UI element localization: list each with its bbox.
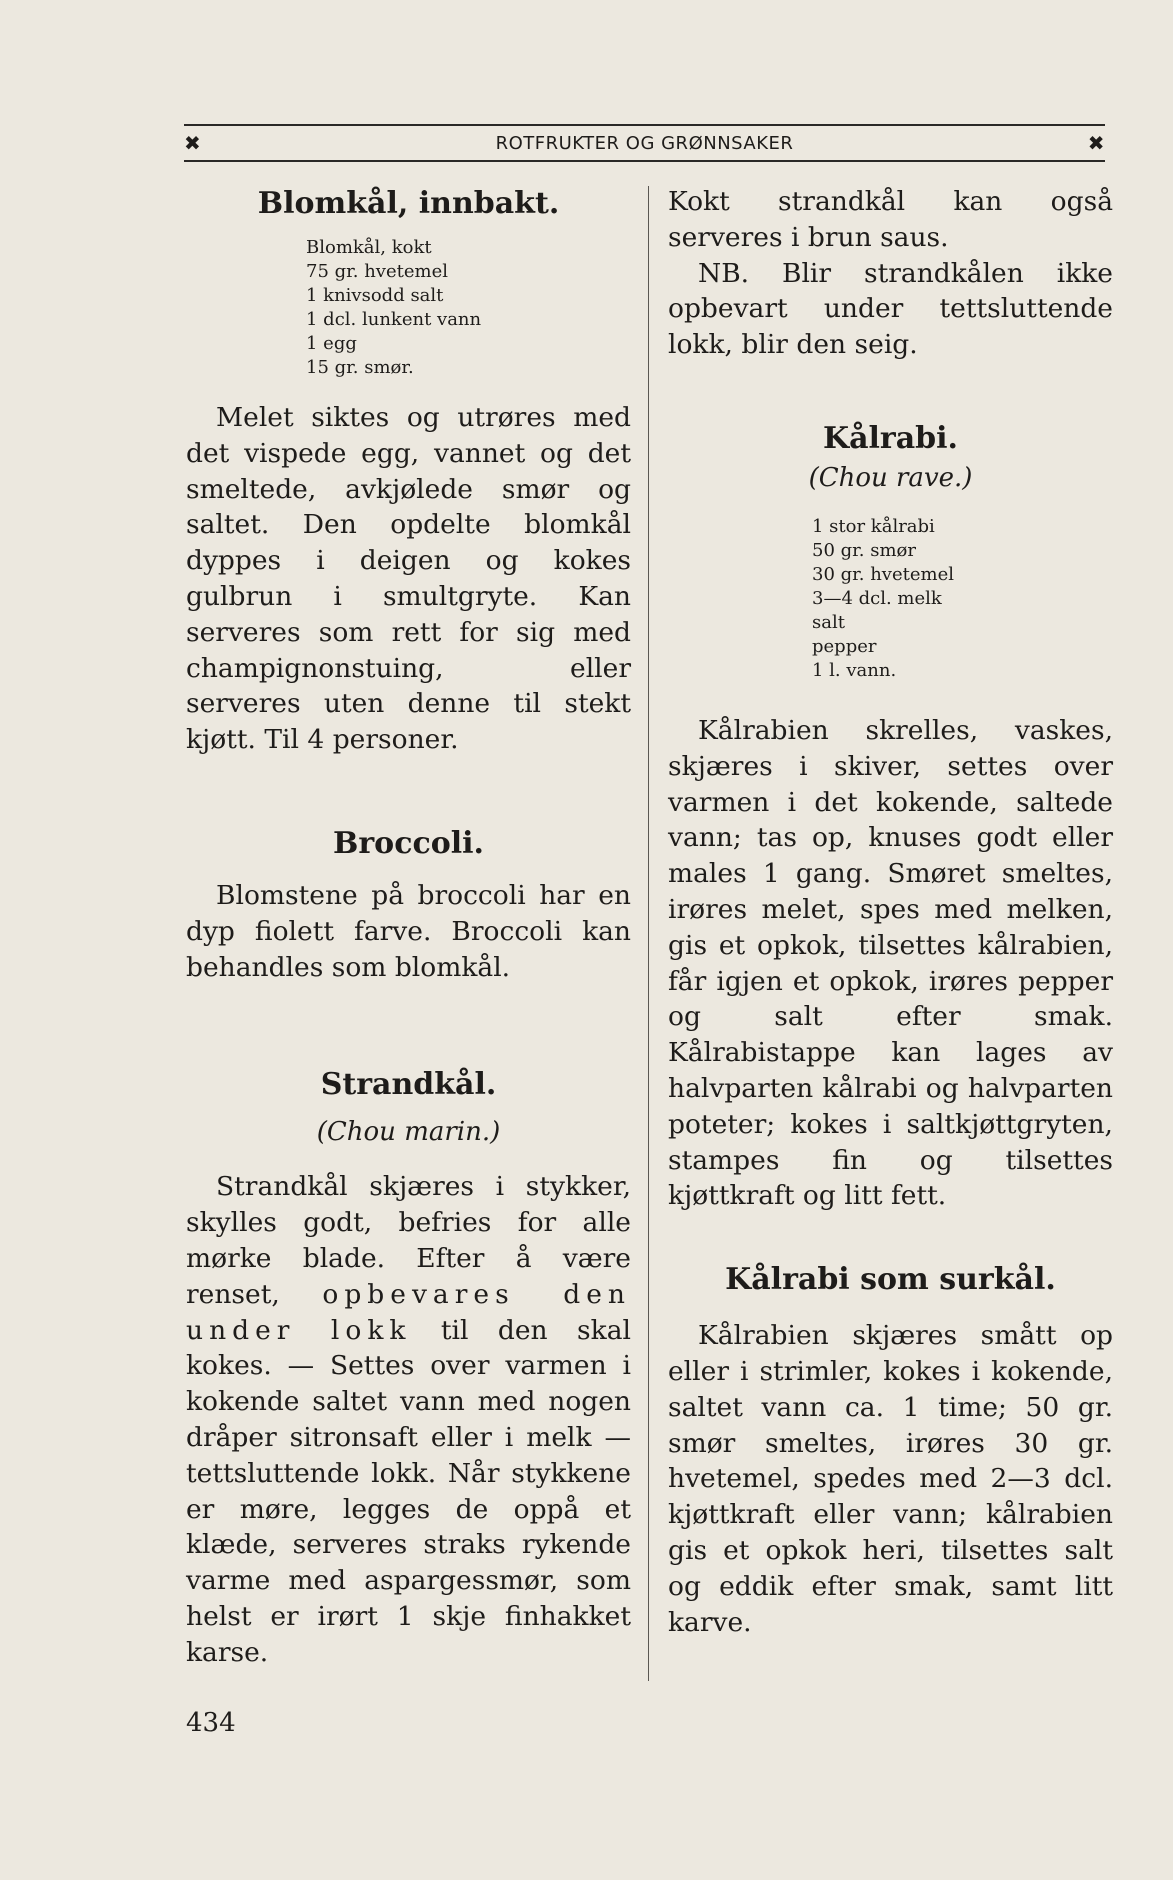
text-segment: Strandkål skjæres i stykker, skylles godt, befries for alle mørke blade. Efter å være renset, — [186, 1171, 631, 1310]
spaced-emphasis: opbevares den under lokk — [186, 1278, 631, 1346]
ingredient: 75 gr. hvetemel — [306, 261, 448, 282]
ingredient: 30 gr. hvetemel — [812, 563, 954, 585]
ingredient: pepper — [812, 635, 877, 657]
recipe-subtitle-kalrabi: (Chou rave.) — [808, 462, 973, 493]
recipe-text-blomkal: Melet siktes og utrøres med det vispede egg, vannet og det smeltede, avkjølede smør og saltet. Den opdelte blomkål dyppes i deigen og kokes gulbrun i smultgryte. Kan serveres som rett for sig med champignonstuing, eller serveres uten denne til stekt kjøtt. Til 4 personer. — [186, 402, 631, 756]
strandkal-note: NB. Blir strandkålen ikke opbevart under tettsluttende lokk, blir den seig. — [668, 257, 1113, 361]
header-rule-top — [184, 124, 1105, 126]
ingredient: Blomkål, kokt — [306, 237, 432, 258]
ingredient: salt — [812, 611, 845, 633]
page-number: 434 — [186, 1708, 236, 1738]
text-segment: til den skal kokes. — Settes over varmen i kokende saltet vann med nogen dråper sitronsaft eller i melk — tettsluttende lokk. Når stykkene er møre, legges de oppå et klæde, serveres straks rykende varme med aspargessmør, som helst er irørt 1 skje finhakket karse. — [186, 1314, 631, 1668]
ingredient: 15 gr. smør. — [306, 357, 414, 378]
ingredient-list-kalrabi — [812, 515, 1113, 683]
ingredient: 50 gr. smør — [812, 539, 916, 561]
ingredient: 1 dcl. lunkent vann — [306, 309, 482, 330]
recipe-text-broccoli: Blomstene på broccoli har en dyp fiolett farve. Broccoli kan behandles som blomkål. — [186, 879, 631, 983]
ingredient: 1 knivsodd salt — [306, 285, 444, 306]
recipe-title-broccoli: Broccoli. — [333, 825, 484, 861]
recipe-text-kalrabi: Kålrabien skrelles, vaskes, skjæres i skiver, settes over varmen i det kokende, saltede vann; tas op, knuses godt eller males 1 gang. Smøret smeltes, irøres melet, spes med melken, gis et opkok, tilsettes kålrabien, får igjen et opkok, irøres pepper og salt efter smak. Kålrabistappe kan lages av halvparten kålrabi og halvparten poteter; kokes i saltkjøttgryten, stampes fin og tilsettes kjøttkraft og litt fett. — [668, 714, 1113, 1212]
header-rule-bottom — [184, 160, 1105, 162]
recipe-text-kalrabi-surkal: Kålrabien skjæres smått op eller i strimler, kokes i kokende, saltet vann ca. 1 time; 50 gr. smør smeltes, irøres 30 gr. hvetemel, spedes med 2—3 dcl. kjøttkraft eller vann; kålrabien gis et opkok heri, tilsettes salt og eddik efter smak, samt litt karve. — [668, 1320, 1113, 1638]
recipe-title-kalrabi-surkal: Kålrabi som surkål. — [725, 1262, 1056, 1298]
column-divider — [648, 186, 649, 1681]
right-column — [668, 184, 1113, 1640]
recipe-title-kalrabi: Kålrabi. — [823, 420, 958, 456]
strandkal-continued-text: Kokt strandkål kan også serveres i brun saus. — [668, 186, 1113, 253]
recipe-text-strandkal — [186, 1169, 631, 1670]
left-column — [186, 184, 631, 1671]
ingredient: 1 stor kålrabi — [812, 515, 935, 537]
ingredient: 3—4 dcl. melk — [812, 587, 942, 609]
running-header — [184, 128, 1105, 158]
recipe-title-strandkal: Strandkål. — [320, 1067, 497, 1103]
running-header-title: ROTFRUKTER OG GRØNNSAKER — [495, 132, 794, 154]
recipe-title-blomkal: Blomkål, innbakt. — [257, 186, 560, 221]
ingredient: 1 l. vann. — [812, 659, 897, 681]
recipe-subtitle-strandkal: (Chou marin.) — [316, 1117, 501, 1148]
header-left-ornament: ✖ — [184, 131, 202, 155]
ingredient-list-blomkal — [306, 236, 631, 380]
header-right-ornament: ✖ — [1087, 131, 1105, 155]
ingredient: 1 egg — [306, 333, 357, 354]
